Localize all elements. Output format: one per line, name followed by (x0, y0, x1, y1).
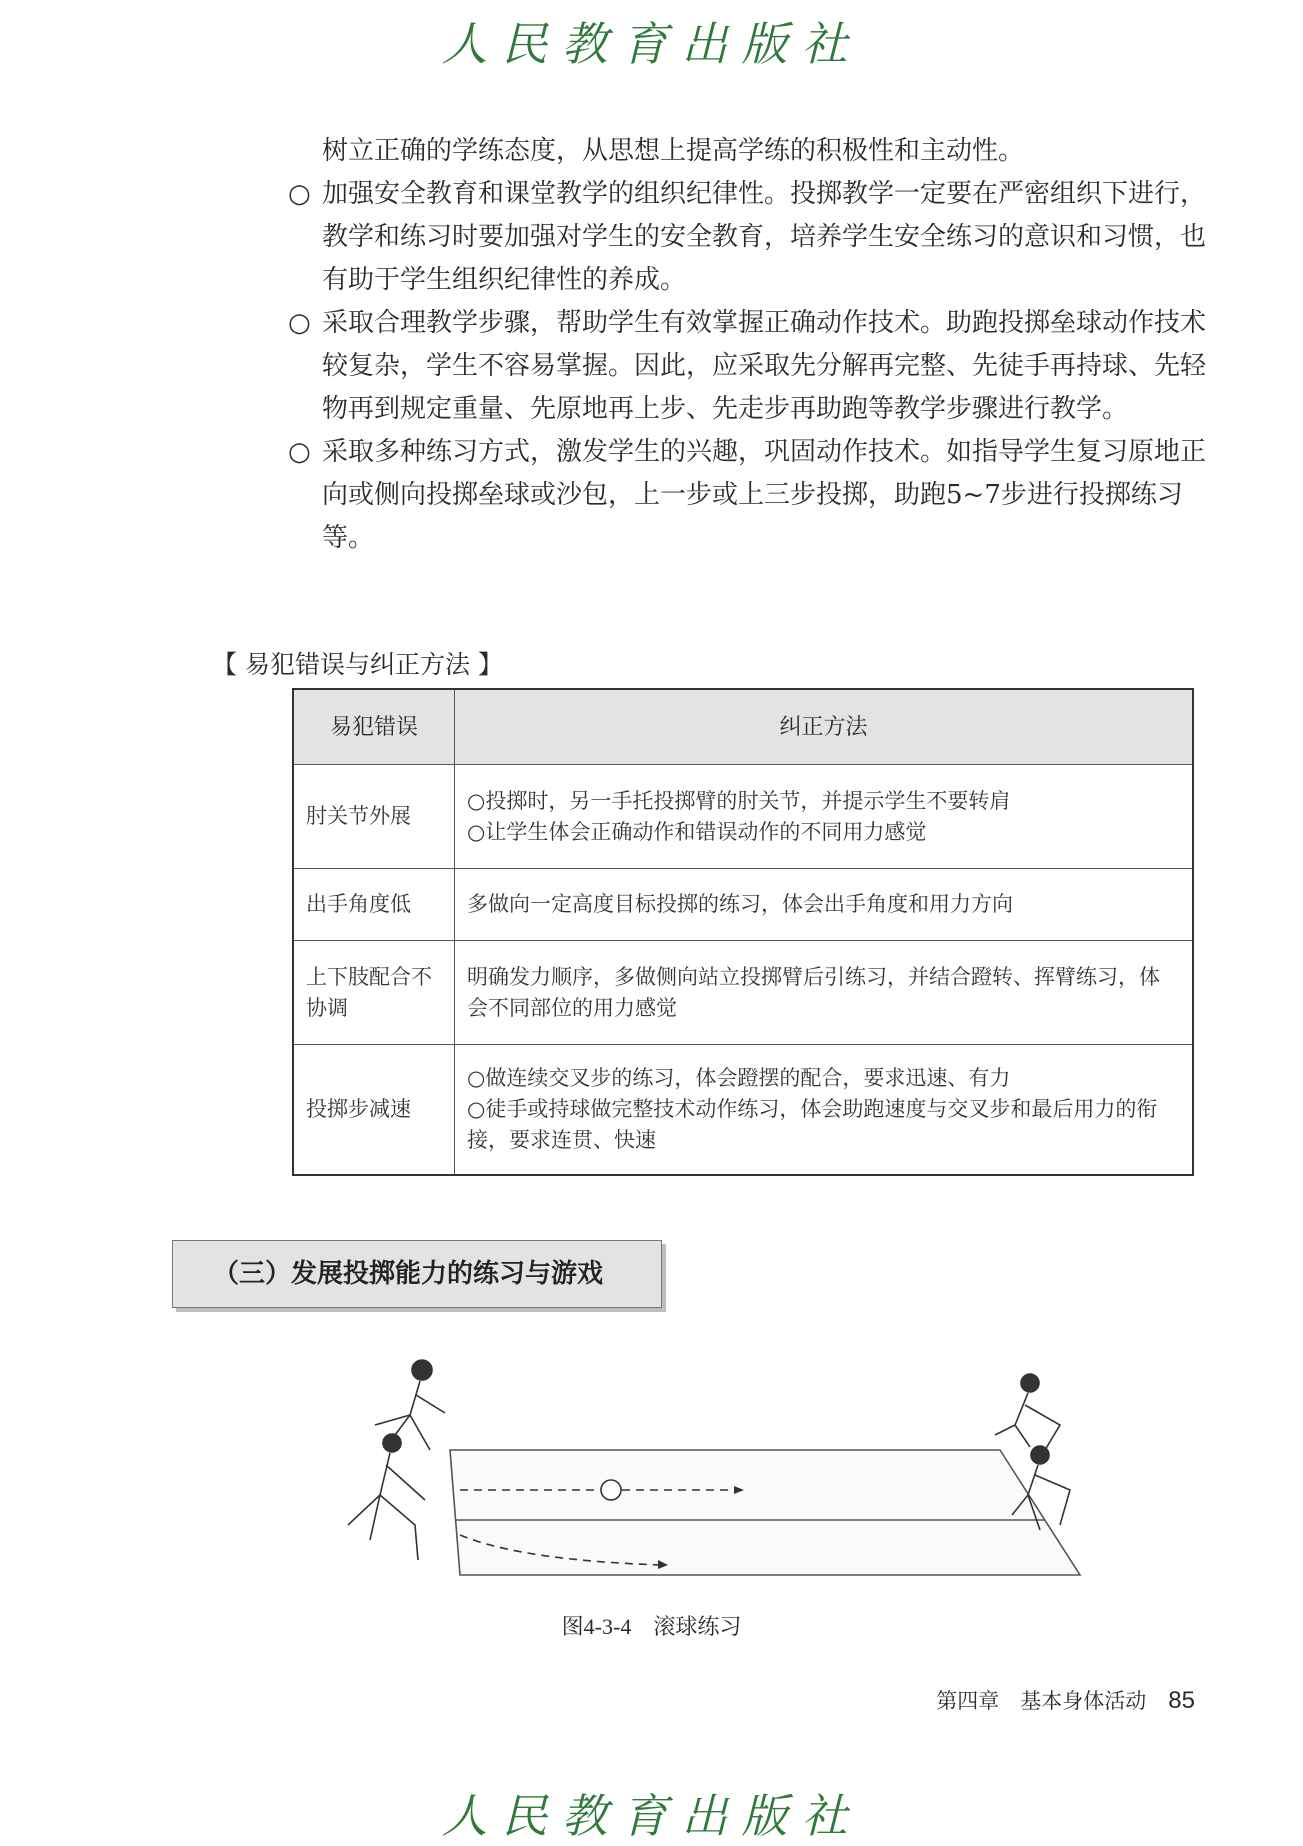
fix-cell (455, 1045, 1194, 1175)
fix-cell (455, 941, 1194, 1045)
bullet-paragraph (290, 431, 1210, 560)
rolling-ball-illustration (340, 1355, 1120, 1580)
fix-line: ○让学生体会正确动作和错误动作的不同用力感觉 (467, 819, 927, 844)
table-row (293, 765, 1193, 869)
page-footer (936, 1685, 1195, 1715)
table-row (293, 1045, 1193, 1175)
fix-cell (455, 869, 1194, 941)
error-cell: 上下肢配合不协调 (293, 941, 455, 1045)
table-header-row (293, 689, 1193, 765)
page-number: 85 (1168, 1687, 1195, 1714)
fix-line: ○做连续交叉步的练习，体会蹬摆的配合，要求迅速、有力 (467, 1065, 1011, 1090)
bullet-text: 采取多种练习方式，激发学生的兴趣，巩固动作技术。如指导学生复习原地正向或侧向投掷垒球或沙包，上一步或上三步投掷，助跑5~7步进行投掷练习等。 (322, 437, 1207, 553)
errors-section-label: 【 易犯错误与纠正方法 】 (212, 650, 503, 679)
fix-line: 明确发力顺序，多做侧向站立投掷臂后引练习，并结合蹬转、挥臂练习，体会不同部位的用力感觉 (467, 964, 1160, 1020)
intro-line: 树立正确的学练态度，从思想上提高学练的积极性和主动性。 (322, 136, 1025, 166)
fix-cell (455, 765, 1194, 869)
table-row (293, 869, 1193, 941)
bullet-paragraph (290, 302, 1210, 431)
fix-line: ○投掷时，另一手托投掷臂的肘关节，并提示学生不要转肩 (467, 788, 1011, 813)
publisher-watermark-bottom: 人民教育出版社 (441, 1789, 862, 1843)
bullet-marker: ○ (288, 308, 311, 338)
bullet-marker: ○ (288, 179, 311, 209)
bullet-text: 加强安全教育和课堂教学的组织纪律性。投掷教学一定要在严密组织下进行，教学和练习时要加强对学生的安全教育，培养学生安全练习的意识和习惯，也有助于学生组织纪律性的养成。 (322, 179, 1207, 295)
bullet-paragraph (290, 173, 1210, 302)
chapter-title: 第四章 基本身体活动 (936, 1689, 1147, 1713)
section-heading: （三）发展投掷能力的练习与游戏 (172, 1240, 662, 1308)
player-figure-left (348, 1360, 445, 1560)
fix-line: 多做向一定高度目标投掷的练习，体会出手角度和用力方向 (467, 892, 1013, 916)
publisher-watermark-top: 人民教育出版社 (441, 17, 862, 71)
column-header-error: 易犯错误 (293, 689, 455, 765)
figure-caption: 图4-3-4 滚球练习 (561, 1614, 742, 1639)
error-cell: 出手角度低 (293, 869, 455, 941)
column-header-fix: 纠正方法 (455, 689, 1194, 765)
body-text (290, 130, 1210, 560)
fix-line: ○徒手或持球做完整技术动作练习，体会助跑速度与交叉步和最后用力的衔接，要求连贯、快速 (467, 1096, 1158, 1152)
errors-table (292, 688, 1194, 1176)
bullet-marker: ○ (288, 437, 311, 467)
bullet-text: 采取合理教学步骤，帮助学生有效掌握正确动作技术。助跑投掷垒球动作技术较复杂，学生不容易掌握。因此，应采取先分解再完整、先徒手再持球、先轻物再到规定重量、先原地再上步、先走步再助跑等教学步骤进行教学。 (322, 308, 1207, 424)
error-cell: 肘关节外展 (293, 765, 455, 869)
ball-icon (601, 1480, 621, 1500)
table-row (293, 941, 1193, 1045)
error-cell: 投掷步减速 (293, 1045, 455, 1175)
